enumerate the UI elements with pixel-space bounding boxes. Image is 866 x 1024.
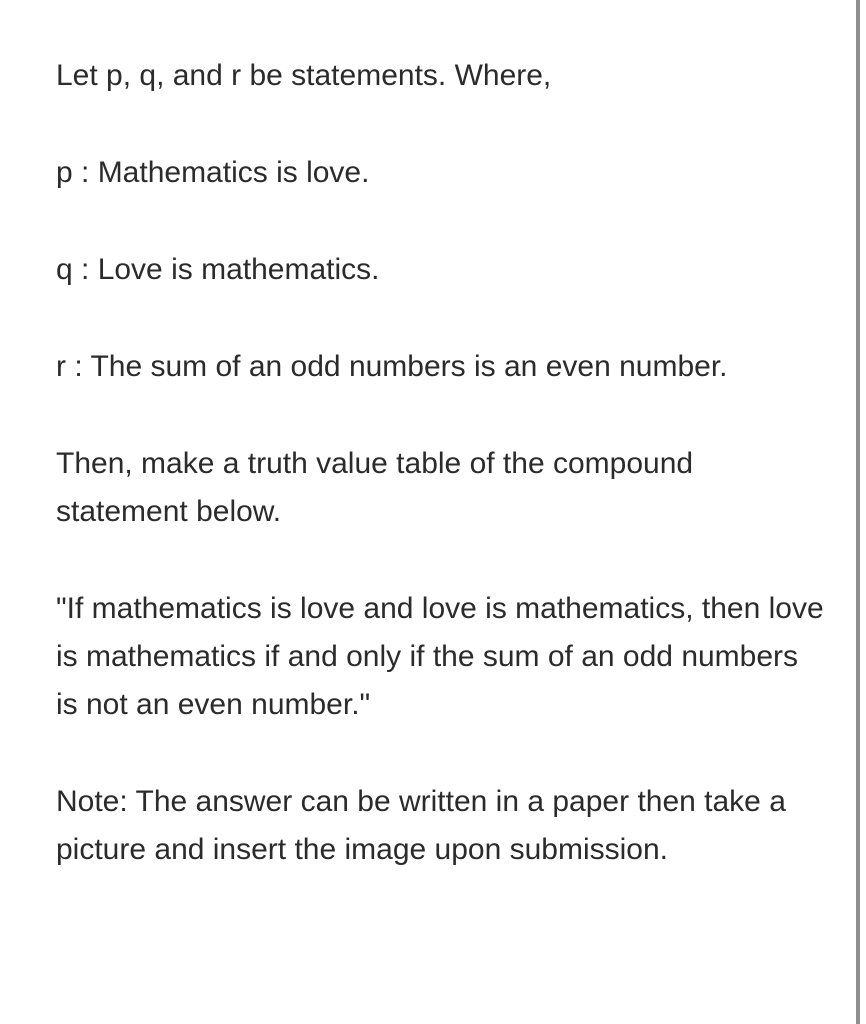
intro-statement: Let p, q, and r be statements. Where, [56,59,552,92]
compound-statement-quote: "If mathematics is love and love is mathematics, then love is mathematics if and only if the sum of an odd numbers is not an even number." [56,592,824,721]
statement-p: p : Mathematics is love. [56,156,370,189]
task-instruction: Then, make a truth value table of the compound statement below. [56,447,694,528]
statement-q: q : Love is mathematics. [56,253,380,286]
page-edge-border [856,0,860,1024]
submission-note: Note: The answer can be written in a paper then take a picture and insert the image upon submission. [56,785,786,866]
question-text-block [56,52,826,874]
statement-r: r : The sum of an odd numbers is an even number. [56,350,728,383]
